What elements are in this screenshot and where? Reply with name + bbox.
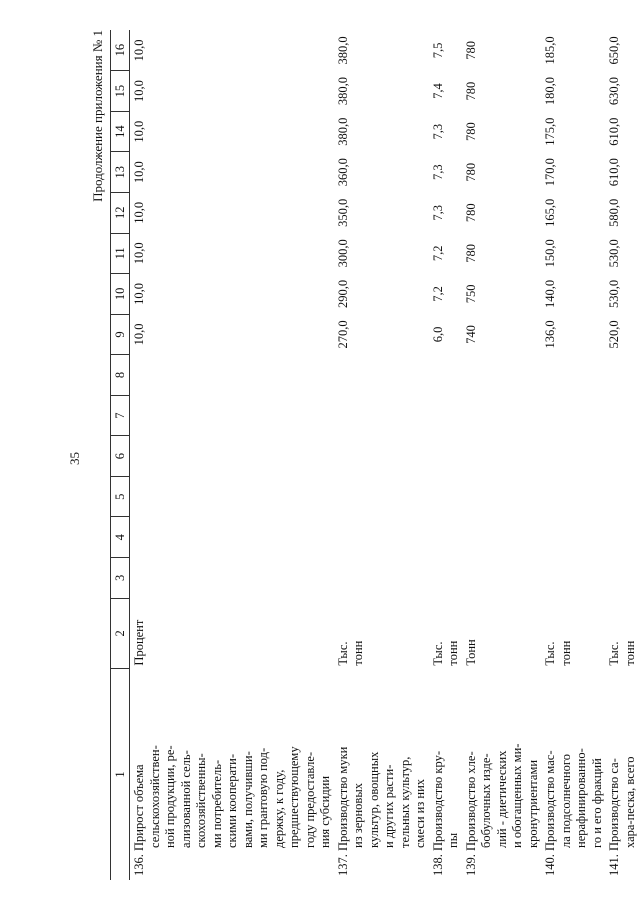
indicator-name-line: хара-песка, всего — [622, 756, 637, 848]
indicator-name — [130, 669, 334, 880]
column-header-11: 11 — [111, 233, 130, 274]
value-cell-col-8 — [605, 355, 638, 396]
value-cell-col-11: 530,0 — [607, 239, 621, 268]
value-cell-col-8 — [334, 355, 429, 396]
value-cell-col-15: 180,0 — [543, 77, 557, 106]
value-cell-col-3 — [541, 558, 605, 599]
value-cell-col-12: 350,0 — [335, 198, 350, 227]
value-cell-col-5 — [605, 476, 638, 517]
indicator-table — [110, 30, 638, 880]
value-cell-col-14: 610,0 — [607, 117, 621, 146]
indicator-name-line: году предоставле- — [302, 751, 317, 848]
value-cell-col-3 — [462, 558, 542, 599]
indicator-name — [605, 669, 638, 880]
table-body — [130, 30, 639, 880]
value-cell-col-4 — [429, 517, 462, 558]
indicator-name-line: и других расти- — [382, 764, 396, 848]
unit-line: Тонн — [463, 639, 478, 666]
value-cell-col-8 — [462, 355, 542, 396]
value-cell-col-12: 580,0 — [607, 198, 621, 227]
indicator-name-line: ми грантовую под- — [256, 747, 270, 848]
unit-line: тонн — [446, 640, 460, 666]
row-number: 136. — [132, 851, 146, 876]
indicator-name-line: скохозяйственны- — [194, 753, 208, 848]
column-header-4: 4 — [111, 517, 130, 558]
unit-line: Тыс. — [335, 641, 350, 666]
indicator-name-line: Прирост объема — [132, 764, 146, 851]
indicator-name-line: го и его фракций — [589, 758, 604, 848]
value-cell-col-4 — [462, 517, 542, 558]
unit-line: Тыс. — [430, 641, 445, 666]
indicator-name-line: смеси из них — [413, 778, 427, 848]
indicator-name-line: Производство са- — [607, 758, 621, 851]
value-cell-col-9: 740 — [463, 325, 478, 344]
column-header-10: 10 — [111, 274, 130, 315]
value-cell-col-7 — [541, 395, 605, 436]
value-cell-col-9: 270,0 — [335, 320, 350, 349]
table-row — [605, 30, 638, 880]
indicator-name-line: и обогащенных ми- — [510, 743, 524, 848]
unit-line: Тыс. — [607, 641, 621, 666]
table-row — [130, 30, 334, 880]
indicator-name-line: ми потребитель- — [209, 759, 224, 848]
row-number: 139. — [463, 851, 478, 876]
unit-cell — [334, 598, 429, 668]
value-cell-col-11: 7,2 — [430, 245, 445, 262]
value-cell-col-11: 780 — [463, 243, 478, 263]
value-cell-col-9: 10,0 — [132, 323, 146, 346]
value-cell-col-3 — [429, 558, 462, 599]
indicator-name-line: из зерновых — [351, 783, 365, 848]
indicator-name-line: лий - диетических — [494, 750, 509, 848]
indicator-name-line: скими кооперати- — [225, 753, 239, 848]
table-row — [541, 30, 605, 880]
value-cell-col-15: 380,0 — [335, 77, 350, 106]
value-cell-col-15: 780 — [463, 81, 478, 101]
value-cell-col-12: 7,3 — [430, 204, 445, 221]
row-number: 140. — [543, 851, 557, 876]
value-cell-col-16: 650,0 — [607, 36, 621, 65]
value-cell-col-16: 7,5 — [430, 42, 445, 59]
indicator-name — [541, 669, 605, 880]
value-cell-col-14: 10,0 — [132, 120, 146, 143]
value-cell-col-10: 290,0 — [335, 279, 350, 308]
indicator-name-line: сельскохозяйствен- — [147, 745, 162, 848]
value-cell-col-3 — [130, 558, 334, 599]
value-cell-col-14: 7,3 — [430, 123, 445, 140]
value-cell-col-6 — [130, 436, 334, 477]
value-cell-col-7 — [605, 395, 638, 436]
value-cell-col-5 — [541, 476, 605, 517]
continuation-caption: Продолжение приложения № 1 — [90, 30, 105, 202]
value-cell-col-13: 170,0 — [543, 158, 557, 187]
value-cell-col-10: 750 — [463, 284, 478, 304]
value-cell-col-10: 7,2 — [430, 286, 445, 302]
value-cell-col-7 — [130, 395, 334, 436]
value-cell-col-13: 610,0 — [607, 158, 621, 187]
value-cell-col-6 — [429, 436, 462, 477]
value-cell-col-14: 175,0 — [543, 117, 557, 146]
unit-cell — [429, 598, 462, 668]
indicator-name-line: бобулочных изде- — [479, 753, 493, 848]
unit-cell — [541, 598, 605, 668]
value-cell-col-6 — [462, 436, 542, 477]
unit-cell — [130, 598, 334, 668]
value-cell-col-16: 780 — [463, 41, 478, 60]
column-header-7: 7 — [111, 395, 130, 436]
value-cell-col-7 — [334, 395, 429, 436]
value-cell-col-5 — [130, 476, 334, 517]
value-cell-col-4 — [130, 517, 334, 558]
table-row — [462, 30, 542, 880]
indicator-name-line: тельных культур, — [397, 756, 412, 848]
indicator-name-line: вами, получивши- — [240, 751, 255, 848]
indicator-name-line: ной продукции, ре- — [163, 745, 177, 848]
indicator-name-line: нерафинированно- — [574, 748, 588, 848]
value-cell-col-5 — [429, 476, 462, 517]
value-cell-col-10: 10,0 — [132, 282, 146, 305]
indicator-name-line: предшествующему — [287, 746, 301, 848]
indicator-name — [462, 669, 542, 880]
value-cell-col-4 — [334, 517, 429, 558]
value-cell-col-10: 140,0 — [543, 279, 557, 308]
unit-line: тонн — [351, 640, 365, 666]
value-cell-col-12: 780 — [463, 203, 478, 223]
value-cell-col-13: 10,0 — [132, 161, 146, 184]
value-cell-col-6 — [334, 436, 429, 477]
page-number: 35 — [67, 452, 82, 465]
indicator-name-line: Производство муки — [335, 746, 350, 851]
column-header-12: 12 — [111, 192, 130, 233]
indicator-name — [429, 669, 462, 880]
column-header-2: 2 — [111, 598, 130, 668]
value-cell-col-5 — [334, 476, 429, 517]
value-cell-col-9: 520,0 — [607, 320, 621, 349]
column-header-3: 3 — [111, 558, 130, 599]
value-cell-col-16: 185,0 — [543, 36, 557, 65]
row-number: 141. — [607, 851, 621, 876]
value-cell-col-8 — [130, 355, 334, 396]
value-cell-col-9: 6,0 — [430, 326, 445, 343]
row-number: 137. — [335, 851, 350, 876]
indicator-name-line: ла подсолнечного — [558, 754, 573, 848]
indicator-name-line: Производство мас- — [543, 750, 557, 851]
value-cell-col-12: 10,0 — [132, 201, 146, 224]
value-cell-col-16: 380,0 — [335, 36, 350, 65]
unit-cell — [462, 598, 542, 668]
indicator-name-line: ния субсидии — [318, 775, 332, 848]
column-header-13: 13 — [111, 152, 130, 193]
indicator-name-line: ализованной сель- — [178, 750, 193, 848]
value-cell-col-14: 780 — [463, 122, 478, 142]
value-cell-col-4 — [541, 517, 605, 558]
value-cell-col-6 — [541, 436, 605, 477]
indicator-name-line: культур, овощных — [366, 751, 381, 848]
table-header-row — [111, 30, 130, 880]
column-header-14: 14 — [111, 111, 130, 152]
value-cell-col-11: 10,0 — [132, 242, 146, 265]
indicator-name-line: пы — [446, 832, 460, 848]
value-cell-col-10: 530,0 — [607, 279, 621, 308]
column-header-5: 5 — [111, 476, 130, 517]
document-sheet — [60, 30, 637, 880]
value-cell-col-11: 300,0 — [335, 239, 350, 268]
value-cell-col-11: 150,0 — [543, 239, 557, 268]
column-header-16: 16 — [111, 30, 130, 71]
value-cell-col-5 — [462, 476, 542, 517]
value-cell-col-6 — [605, 436, 638, 477]
value-cell-col-15: 7,4 — [430, 83, 445, 99]
value-cell-col-3 — [605, 558, 638, 599]
table-row — [334, 30, 429, 880]
column-header-9: 9 — [111, 314, 130, 355]
table-row — [429, 30, 462, 880]
indicator-name — [334, 669, 429, 880]
row-number: 138. — [430, 851, 445, 876]
indicator-name-line: Производство хле- — [463, 751, 478, 851]
value-cell-col-9: 136,0 — [543, 320, 557, 349]
value-cell-col-8 — [429, 355, 462, 396]
column-header-15: 15 — [111, 71, 130, 112]
column-header-1: 1 — [111, 669, 130, 880]
value-cell-col-8 — [541, 355, 605, 396]
unit-line: тонн — [622, 640, 637, 666]
value-cell-col-13: 360,0 — [335, 158, 350, 187]
indicator-name-line: кронутриентами — [525, 759, 540, 848]
unit-line: Тыс. — [543, 641, 557, 666]
value-cell-col-15: 630,0 — [607, 77, 621, 106]
value-cell-col-13: 780 — [463, 162, 478, 182]
value-cell-col-16: 10,0 — [132, 39, 146, 62]
value-cell-col-15: 10,0 — [132, 80, 146, 103]
unit-line: Процент — [132, 619, 146, 666]
value-cell-col-4 — [605, 517, 638, 558]
indicator-name-line: держку, к году, — [271, 769, 286, 848]
value-cell-col-14: 380,0 — [335, 117, 350, 146]
value-cell-col-7 — [429, 395, 462, 436]
unit-cell — [605, 598, 638, 668]
value-cell-col-13: 7,3 — [430, 164, 445, 181]
value-cell-col-7 — [462, 395, 542, 436]
value-cell-col-12: 165,0 — [543, 198, 557, 227]
indicator-name-line: Производство кру- — [430, 751, 445, 851]
column-header-6: 6 — [111, 436, 130, 477]
unit-line: тонн — [558, 640, 573, 666]
column-header-8: 8 — [111, 355, 130, 396]
value-cell-col-3 — [334, 558, 429, 599]
